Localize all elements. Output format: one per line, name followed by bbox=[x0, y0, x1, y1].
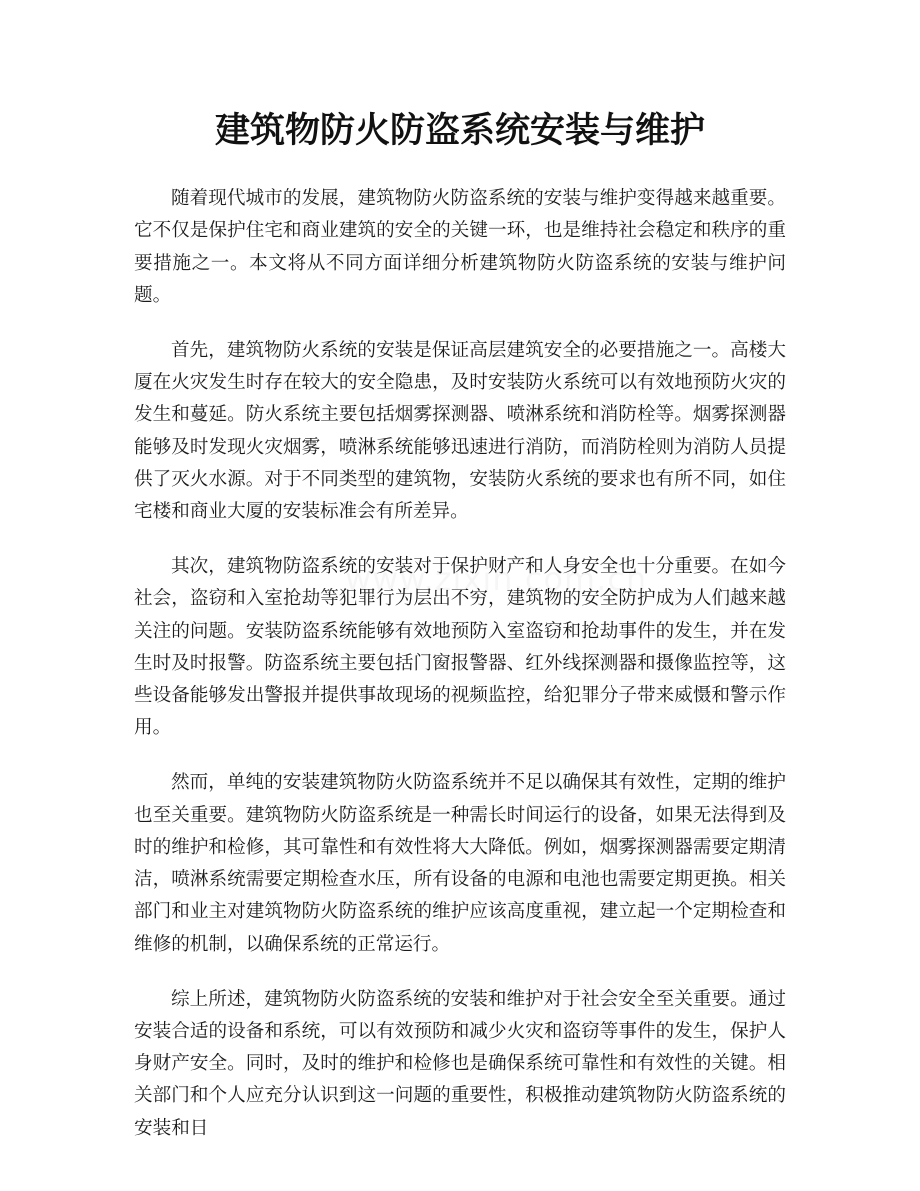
paragraph-conclusion: 综上所述，建筑物防火防盗系统的安装和维护对于社会安全至关重要。通过安装合适的设备和系统，可以有效预防和减少火灾和盗窃等事件的发生，保护人身财产安全。同时，及时的维护和检修也是确保系统可靠性和有效性的关键。相关部门和个人应充分认识到这一问题的重要性，积极推动建筑物防火防盗系统的安装和日 bbox=[134, 988, 786, 1139]
paragraph-theft-system: 其次，建筑物防盗系统的安装对于保护财产和人身安全也十分重要。在如今社会，盗窃和入室抢劫等犯罪行为层出不穷，建筑物的安全防护成为人们越来越关注的问题。安装防盗系统能够有效地预防入室盗窃和抢劫事件的发生，并在发生时及时报警。防盗系统主要包括门窗报警器、红外线探测器和摄像监控等，这些设备能够发出警报并提供事故现场的视频监控，给犯罪分子带来威慑和警示作用。 bbox=[134, 555, 786, 739]
page-title: 建筑物防火防盗系统安装与维护 bbox=[214, 111, 705, 151]
paragraph-fire-system: 首先，建筑物防火系统的安装是保证高层建筑安全的必要措施之一。高楼大厦在火灾发生时存在较大的安全隐患，及时安装防火系统可以有效地预防火灾的发生和蔓延。防火系统主要包括烟雾探测器、喷淋系统和消防栓等。烟雾探测器能够及时发现火灾烟雾，喷淋系统能够迅速进行消防，而消防栓则为消防人员提供了灭火水源。对于不同类型的建筑物，安装防火系统的要求也有所不同，如住宅楼和商业大厦的安装标准会有所差异。 bbox=[134, 339, 786, 523]
document-body bbox=[134, 183, 786, 1168]
paragraph-intro: 随着现代城市的发展，建筑物防火防盗系统的安装与维护变得越来越重要。它不仅是保护住宅和商业建筑的安全的关键一环，也是维持社会稳定和秩序的重要措施之一。本文将从不同方面详细分析建筑物防火防盗系统的安装与维护问题。 bbox=[134, 188, 786, 306]
paragraph-maintenance: 然而，单纯的安装建筑物防火防盗系统并不足以确保其有效性，定期的维护也至关重要。建筑物防火防盗系统是一种需长时间运行的设备，如果无法得到及时的维护和检修，其可靠性和有效性将大大降低。例如，烟雾探测器需要定期清洁，喷淋系统需要定期检查水压，所有设备的电源和电池也需要定期更换。相关部门和业主对建筑物防火防盗系统的维护应该高度重视，建立起一个定期检查和维修的机制，以确保系统的正常运行。 bbox=[134, 772, 786, 955]
